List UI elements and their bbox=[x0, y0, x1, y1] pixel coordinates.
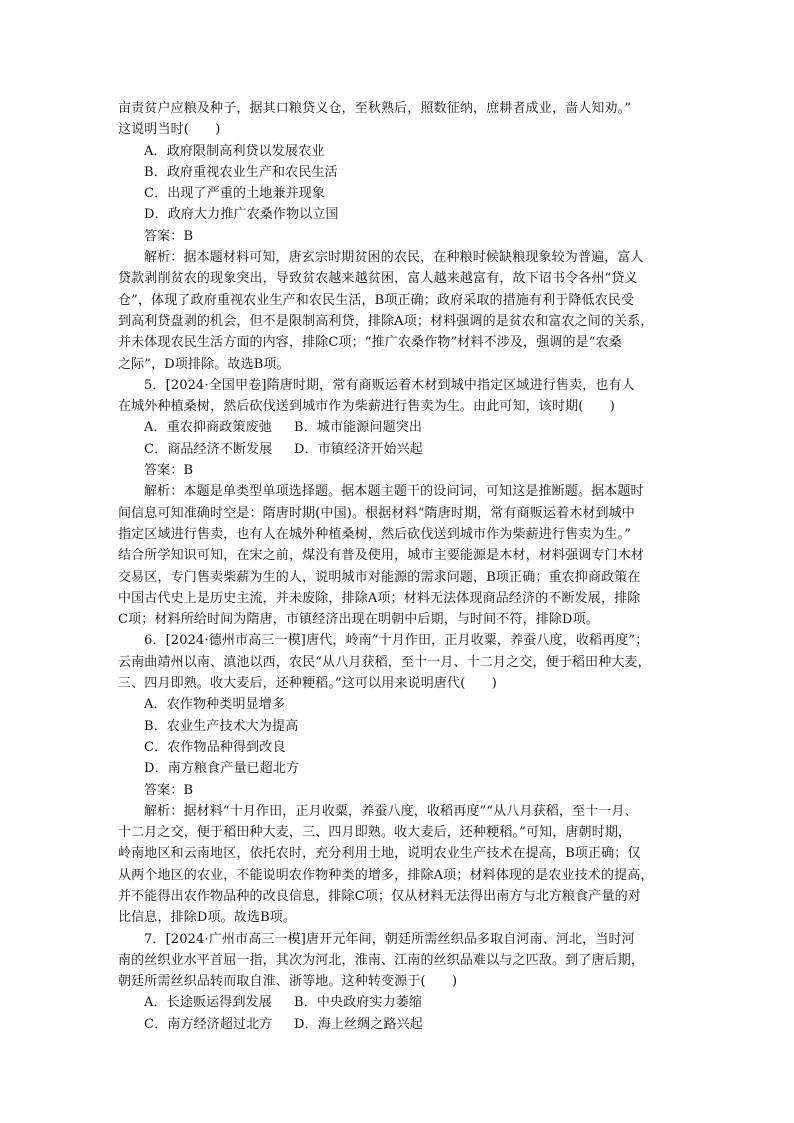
q7-option-c: C．南方经济超过北方 bbox=[144, 1016, 273, 1032]
q6-option-c: C．农作物品种得到改良 bbox=[144, 739, 286, 755]
q4-stem-line: 亩责贫户应粮及种子，据其口粮贷义仓，至秋熟后，照数征纳，庶耕者成业，啬人知劝。” bbox=[118, 101, 632, 116]
q6-stem-line: 云南曲靖州以南、滇池以西，农民“从八月获稻，至十一月、十二月之交，便于稻田种大麦， bbox=[118, 654, 651, 670]
q5-option-row bbox=[118, 417, 686, 438]
q5-stem-line: 在城外种植桑树，然后砍伐送到城市作为柴薪进行售卖为生。由此可知，该时期( ) bbox=[118, 399, 615, 415]
q5-answer: 答案：B bbox=[144, 463, 194, 479]
q4-option-d: D．政府大力推广农桑作物以立国 bbox=[144, 207, 339, 223]
q5-option-d: D．市镇经济开始兴起 bbox=[294, 441, 423, 457]
q4-option-a: A．政府限制高利贷以发展农业 bbox=[144, 143, 325, 159]
q5-analysis-line: 结合所学知识可知，在宋之前，煤没有普及使用，城市主要能源是木材，材料强调专门木材 bbox=[118, 548, 645, 564]
q5-stem-line: 5．[2024·全国甲卷]隋唐时期，常有商贩运着木材到城中指定区域进行售卖，也有人 bbox=[144, 377, 635, 393]
q5-analysis-line: 中国古代史上是历史主流，并未废除，排除A项；材料无法体现商品经济的不断发展，排除 bbox=[118, 590, 641, 606]
q4-analysis-line: 贷款剥削贫农的现象突出，导致贫农越来越贫困，富人越来越富有，故下诏书令各州“贷义 bbox=[118, 271, 638, 287]
q6-analysis-line: 岭南地区和云南地区，依托农时，充分利用土地，说明农业生产技术在提高，B项正确；仅 bbox=[118, 846, 641, 862]
q4-analysis-line: 并未体现农民生活方面的内容，排除C项；“推广农桑作物”材料不涉及，强调的是“农桑 bbox=[118, 335, 622, 351]
q5-option-row bbox=[118, 439, 686, 460]
q4-stem-line: 这说明当时( ) bbox=[118, 122, 221, 138]
q7-stem-line: 朝廷所需丝织品转而取自淮、浙等地。这种转变源于( ) bbox=[118, 974, 458, 990]
q5-option-a: A．重农抑商政策废弛 bbox=[144, 420, 272, 436]
q4-analysis-line: 解析：据本题材料可知，唐玄宗时期贫困的农民，在种粮时候缺粮现象较为普遍，富人 bbox=[144, 250, 644, 266]
q6-analysis-line: 比信息，排除D项。故选B项。 bbox=[118, 910, 297, 926]
q4-analysis-line: 之际”，D项排除。故选B项。 bbox=[118, 356, 290, 372]
q6-stem-line: 6．[2024·德州市高三一模]唐代，岭南“十月作田，正月收粟，养蚕八度，收稻再度”； bbox=[144, 633, 649, 649]
q7-option-a: A．长途贩运得到发展 bbox=[144, 995, 272, 1011]
q7-option-b: B．中央政府实力萎缩 bbox=[294, 995, 423, 1011]
q4-analysis-line: 到高利贷盘剥的机会，但不是限制高利贷，排除A项；材料强调的是贫农和富农之间的关系， bbox=[118, 313, 654, 329]
q7-option-row bbox=[118, 1014, 686, 1035]
q6-option-b: B．农业生产技术大为提高 bbox=[144, 718, 299, 734]
q5-analysis-line: 间信息可知准确时空是：隋唐时期(中国)。根据材料“隋唐时期，常有商贩运着木材到城中 bbox=[118, 505, 635, 521]
q4-option-c: C．出现了严重的土地兼并现象 bbox=[144, 186, 326, 202]
q5-analysis-line: 交易区，专门售卖柴薪为生的人，说明城市对能源的需求问题，B项正确；重农抑商政策在 bbox=[118, 569, 641, 585]
q6-analysis-line: 十二月之交，便于稻田种大麦，三、四月即熟。收大麦后，还种粳稻。”可知，唐朝时期， bbox=[118, 825, 632, 841]
q6-answer: 答案：B bbox=[144, 782, 194, 798]
q5-analysis-line: C项；材料所给时间为隋唐，市镇经济出现在明朝中后期，与时间不符，排除D项。 bbox=[118, 612, 599, 628]
document-page bbox=[118, 98, 686, 1035]
q5-analysis-line: 指定区域进行售卖，也有人在城外种植桑树，然后砍伐送到城市作为柴薪进行售卖为生。” bbox=[118, 526, 632, 542]
q7-stem-line: 7．[2024·广州市高三一模]唐开元年间，朝廷所需丝织品多取自河南、河北，当时河 bbox=[144, 931, 635, 947]
q6-option-a: A．农作物种类明显增多 bbox=[144, 697, 286, 713]
q5-option-c: C．商品经济不断发展 bbox=[144, 441, 273, 457]
q7-option-row bbox=[118, 992, 686, 1013]
q7-option-d: D．海上丝绸之路兴起 bbox=[294, 1016, 423, 1032]
q6-analysis-line: 从两个地区的农业，不能说明农作物种类的增多，排除A项；材料体现的是农业技术的提高， bbox=[118, 867, 654, 883]
q5-option-b: B．城市能源问题突出 bbox=[294, 420, 423, 436]
q4-answer: 答案：B bbox=[144, 228, 194, 244]
q5-analysis-line: 解析：本题是单类型单项选择题。据本题主题干的设问词，可知这是推断题。据本题时 bbox=[144, 484, 644, 500]
q6-option-d: D．南方粮食产量已超北方 bbox=[144, 761, 300, 777]
q4-analysis-line: 仓”，体现了政府重视农业生产和农民生活，B项正确；政府采取的措施有利于降低农民受 bbox=[118, 292, 635, 308]
q7-stem-line: 南的丝织业水平首屈一指，其次为河北，淮南、江南的丝织品难以与之匹敌。到了唐后期， bbox=[118, 952, 645, 968]
q6-stem-line: 三、四月即熟。收大麦后，还种粳稻。”这可以用来说明唐代( ) bbox=[118, 676, 497, 692]
q6-analysis-line: 解析：据材料“十月作田，正月收粟，养蚕八度，收稻再度”“从八月获稻，至十一月、 bbox=[144, 803, 638, 819]
q4-option-b: B．政府重视农业生产和农民生活 bbox=[144, 164, 338, 180]
q6-analysis-line: 并不能得出农作物品种的改良信息，排除C项；仅从材料无法得出南方与北方粮食产量的对 bbox=[118, 888, 641, 904]
